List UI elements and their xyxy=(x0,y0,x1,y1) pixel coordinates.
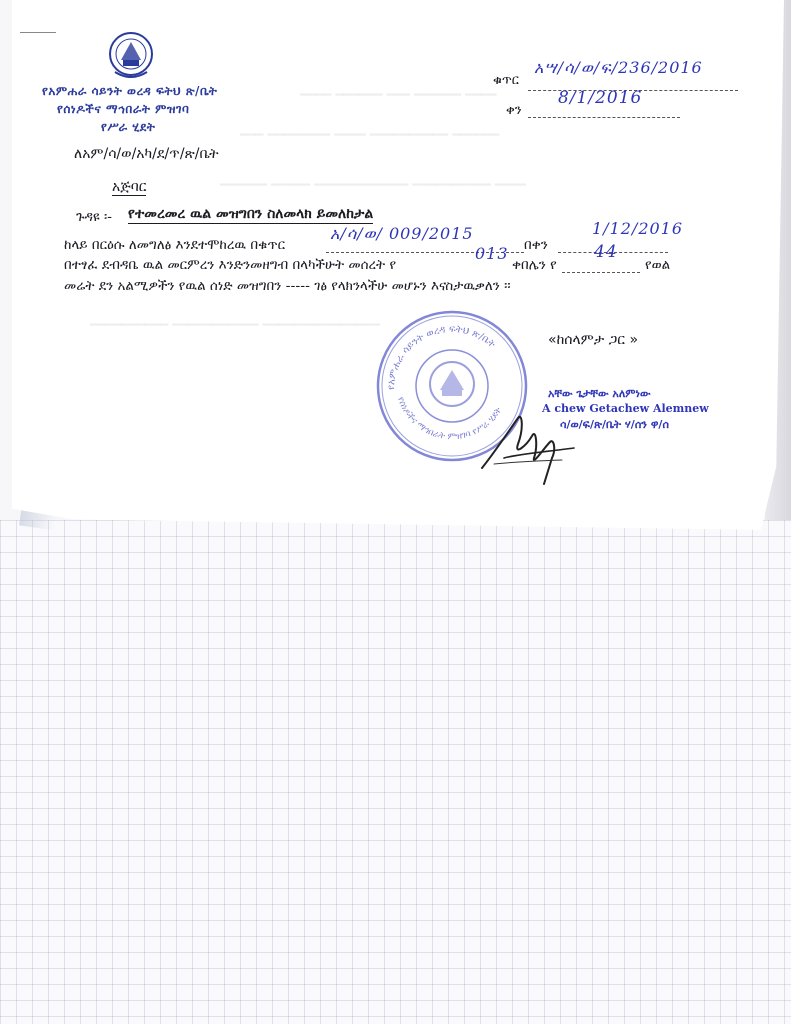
recipient-city: አጅባር xyxy=(112,179,147,195)
body-kebele-number: 013 xyxy=(475,244,509,263)
org-name-line3: የሥራ ሂደት xyxy=(101,120,156,134)
stamp-ring-bottom: የሰነዶችና ማኅበራት ምዝገባ የሥራ ሂደት xyxy=(395,395,505,443)
signer-name-latin: A chew Getachew Alemnew xyxy=(542,402,709,415)
body-line3-text: መሬት ደን አልሚዎችን የዉል ሰነድ መዝግበን ----- ገፅ የላክንላችሁ መሆኑን እናስታዉቃለን ፡፡ xyxy=(64,278,511,294)
body-ref-date: 1/12/2016 xyxy=(592,219,684,238)
body-count: 44 xyxy=(594,242,618,262)
body-line2-end: የወል xyxy=(645,257,671,273)
org-name-line1: የአምሐራ ሳይንት ወረዳ ፍትህ ጽ/ቤት xyxy=(42,84,218,98)
grid-paper-background xyxy=(0,520,791,1024)
closing-greeting: «ከሰላምታ ጋር » xyxy=(548,332,639,348)
bleed-through-text: ━━━━ ━━━━━━ ━━━ ━━━━━━ ━━━━ xyxy=(300,88,497,103)
body-line2-text: በተፃፈ ደብዳቤ ዉል መርምረን እንድንመዘግብ በላካችሁት መሰረት የ xyxy=(64,257,397,273)
body-line1-text: ከላይ በርዕሱ ለመግለፅ እንደተሞከረዉ በቁጥር xyxy=(64,237,286,253)
date-label: ቀን xyxy=(506,103,522,118)
date-line xyxy=(528,117,680,118)
corner-mark xyxy=(20,32,56,33)
body-ref-number: አ/ሳ/ወ/ 009/2015 xyxy=(330,224,474,243)
subject-label: ጉዳዩ ፡- xyxy=(76,209,113,225)
bleed-through-text: ━━━ ━━━━━━━━ ━━━━ ━━━━━━━━━━ ━━━━━━ xyxy=(240,128,500,143)
stamp-ring-top: የአምሐራ ሳይንት ወረዳ ፍትህ ጽ/ቤት xyxy=(385,323,498,391)
ref-number-value: አሣ/ሳ/ወ/ፍ/236/2016 xyxy=(534,58,703,77)
date-value: 8/1/2016 xyxy=(558,88,643,108)
bleed-through-text: ━━━━━━ ━━━━━ ━━━━━━━━━━━━ ━━━━━━━━━━ ━━━━ xyxy=(220,178,527,193)
count-fill-line xyxy=(562,272,640,273)
svg-text:የአምሐራ ሳይንት ወረዳ ፍትህ ጽ/ቤት xyxy=(386,324,498,390)
bleed-through-text: ━━━━━━━━━━ ━━━━━━━━━━━ ━━━━━━━━━━━━━━━ xyxy=(90,318,381,333)
ref-number-label: ቁጥር xyxy=(493,73,519,88)
subject-title: የተመረመረ ዉል መዝግበን ስለመላክ ይመለከታል xyxy=(128,206,374,222)
signer-title: ሳ/ወ/ፍ/ጽ/ቤት ሃ/ሰን ዋ/ሰ xyxy=(560,418,669,431)
signer-name-amharic: አቸው ጌታቸው አለምነው xyxy=(548,387,651,400)
org-name-line2: የሰነዶችና ማኅበራት ምዝገባ xyxy=(57,102,190,116)
handwritten-signature xyxy=(474,398,584,488)
recipient-address: ለአም/ሳ/ወ/አካ/ደ/ጥ/ጽ/ቤት xyxy=(74,146,219,162)
body-date-label: በቀን xyxy=(524,237,548,253)
emblem-logo xyxy=(107,30,155,82)
body-line2-mid: ቀበሌን የ xyxy=(512,257,557,273)
